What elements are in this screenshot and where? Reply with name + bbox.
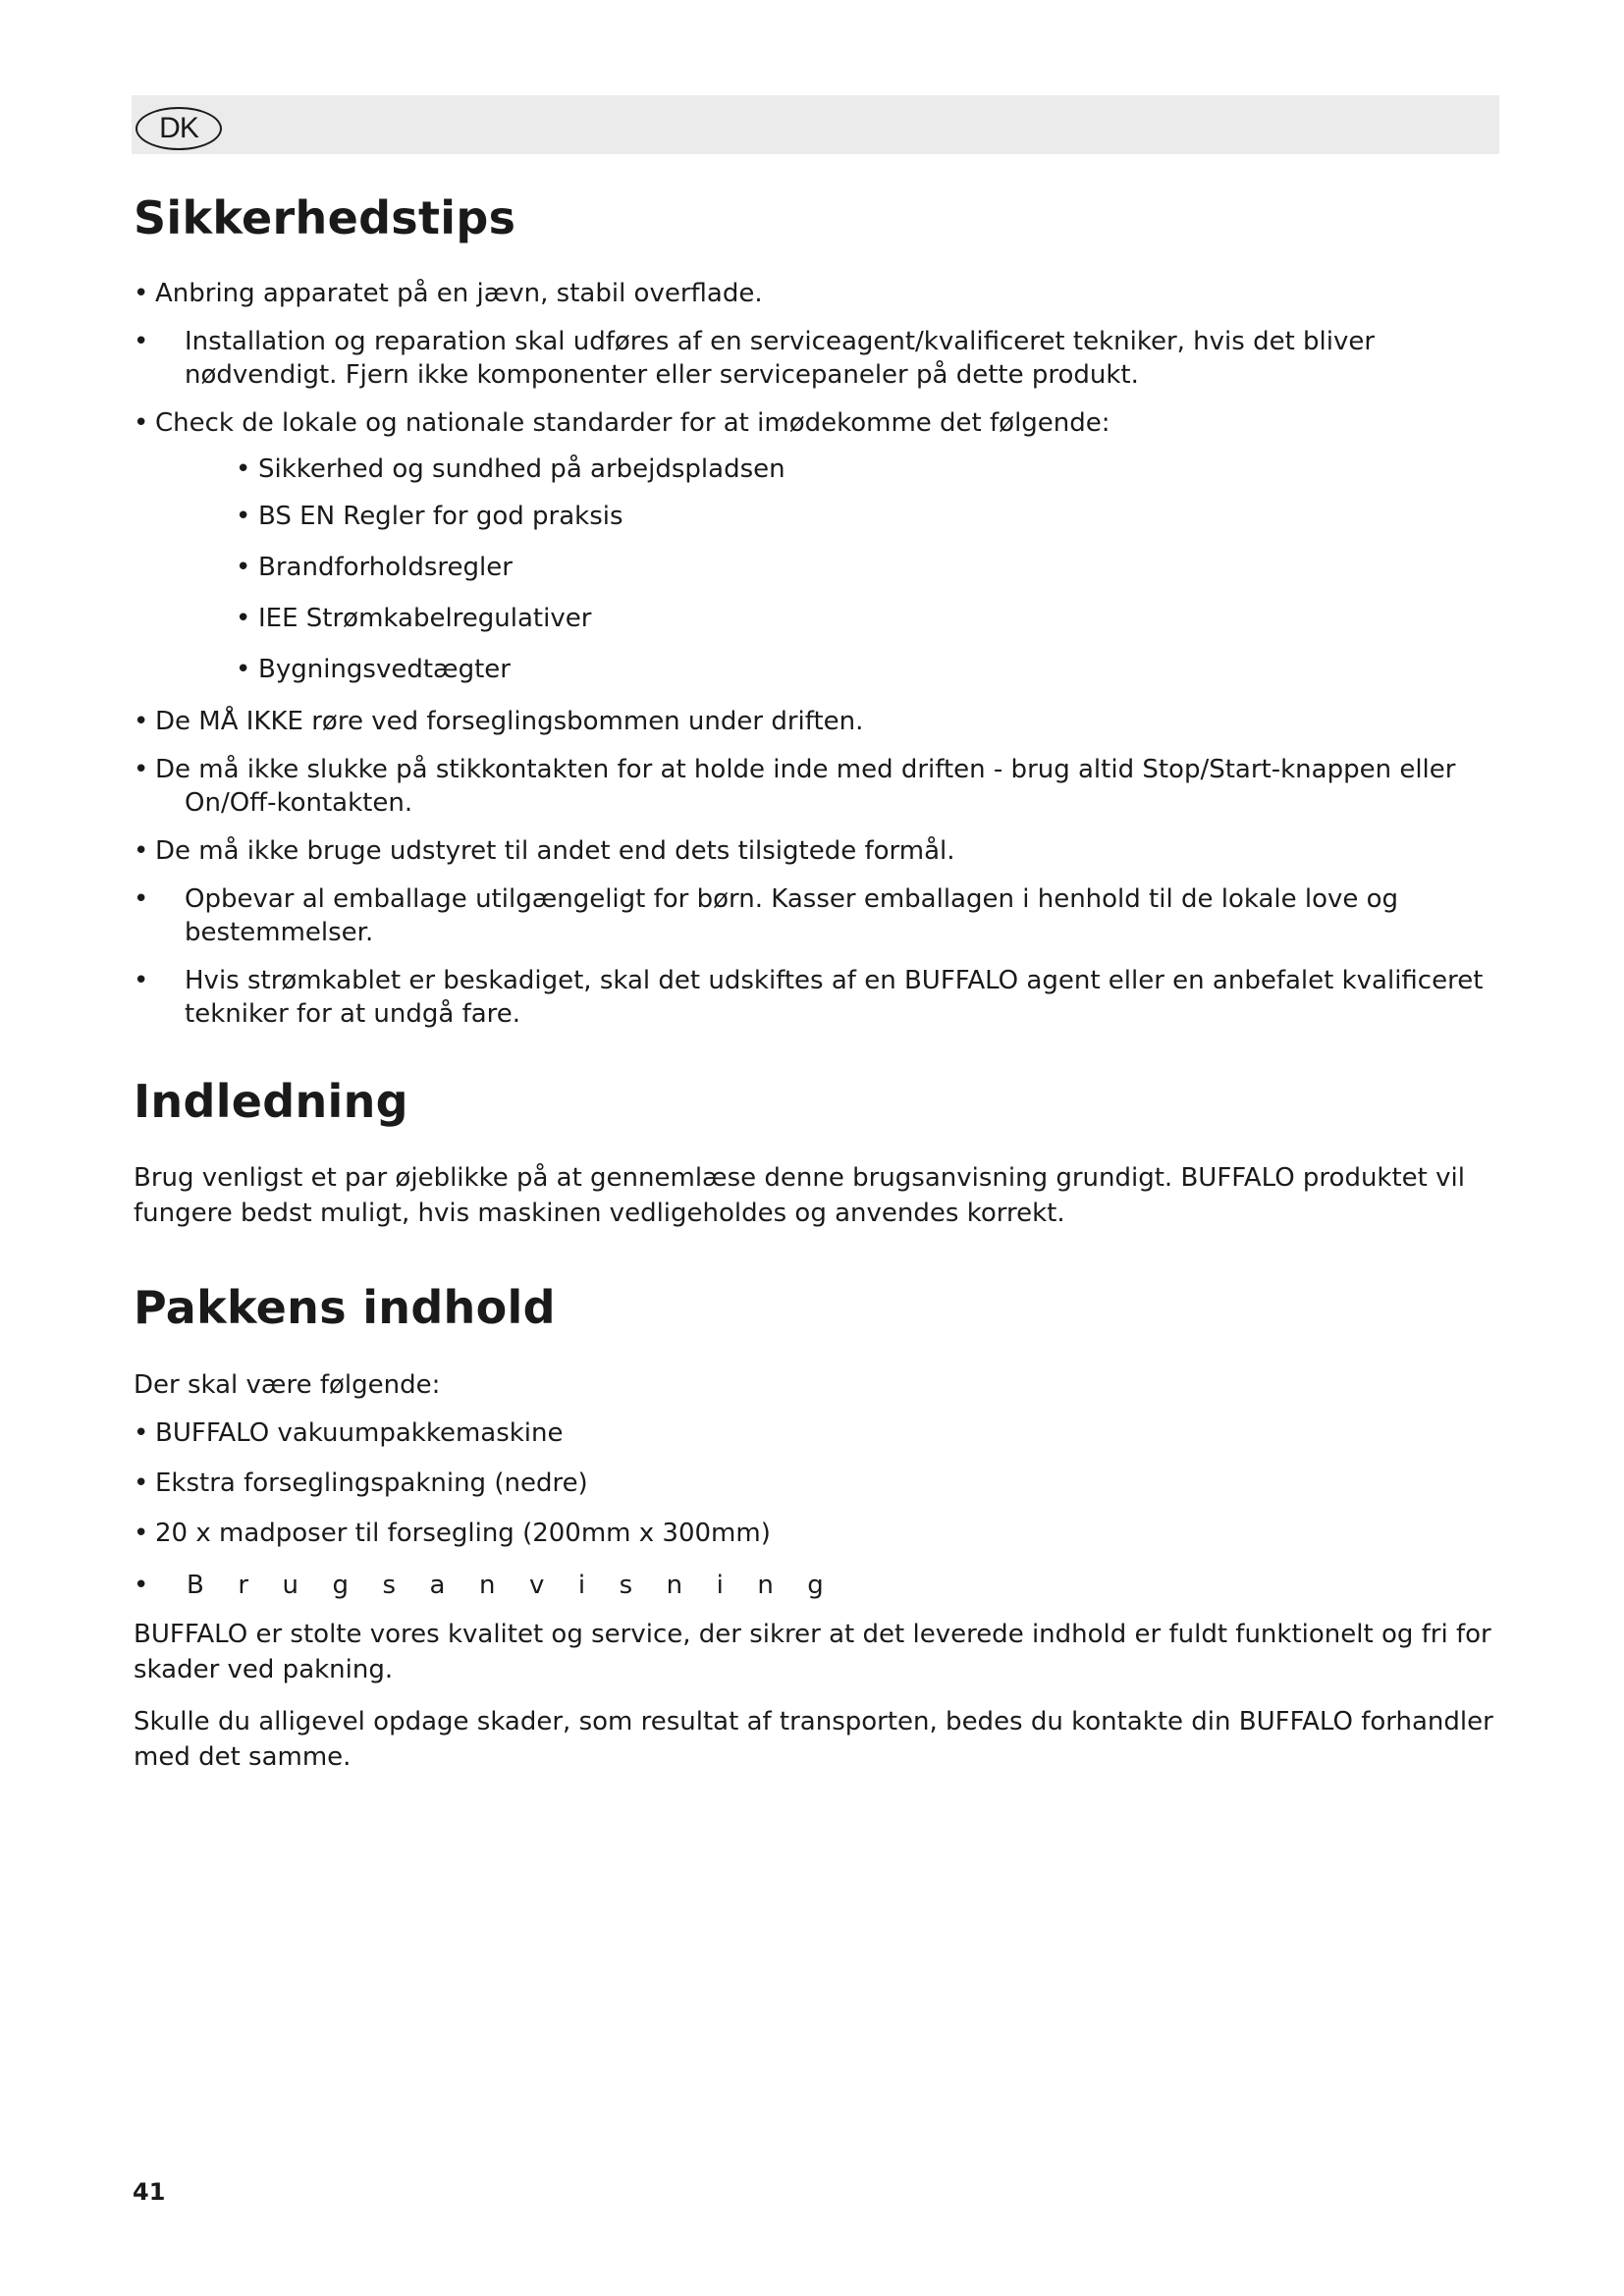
safety-sub-item: Brandforholdsregler [258,553,513,582]
safety-item-7-line-1: Opbevar al emballage utilgængeligt for børn. Kasser emballagen i henhold til de lokale love og [185,884,1399,914]
bullet: • [134,1519,149,1548]
safety-item-6: De må ikke bruge udstyret til andet end dets tilsigtede formål. [155,836,955,866]
bullet: • [134,1468,149,1498]
section-title-safety: Sikkerhedstips [134,191,516,244]
bullet: • [134,836,149,866]
contents-paragraph-1-line-2: skader ved pakning. [134,1655,394,1684]
section-title-intro: Indledning [134,1075,408,1128]
safety-item-7-line-2: bestemmelser. [185,918,374,947]
contents-item: Ekstra forseglingspakning (nedre) [155,1468,588,1498]
bullet: • [134,884,149,914]
safety-item-5-line-2: On/Off-kontakten. [185,788,413,818]
contents-paragraph-1-line-1: BUFFALO er stolte vores kvalitet og service, der sikrer at det leverede indhold er fuldt funktionelt og fri for [134,1620,1491,1649]
contents-paragraph-2-line-2: med det samme. [134,1742,352,1772]
safety-sub-item: BS EN Regler for god praksis [258,502,623,531]
language-bar [132,95,1499,154]
bullet: • [134,1571,149,1600]
bullet: • [134,707,149,736]
safety-sub-item: Bygningsvedtægter [258,655,511,684]
bullet: • [134,755,149,784]
bullet: • [236,454,251,484]
page-number: 41 [133,2178,166,2206]
safety-sub-item: Sikkerhed og sundhed på arbejdspladsen [258,454,785,484]
bullet: • [134,1418,149,1448]
safety-item-1: Anbring apparatet på en jævn, stabil overflade. [155,279,763,308]
safety-item-8-line-1: Hvis strømkablet er beskadiget, skal det udskiftes af en BUFFALO agent eller en anbefalet kvalificeret [185,966,1484,995]
contents-item: Brugsanvisning [187,1571,858,1600]
safety-item-5-line-1: De må ikke slukke på stikkontakten for at holde inde med driften - brug altid Stop/Start-knappen eller [155,755,1456,784]
contents-item: 20 x madposer til forsegling (200mm x 300mm) [155,1519,771,1548]
bullet: • [134,279,149,308]
bullet: • [236,502,251,531]
section-title-contents: Pakkens indhold [134,1281,556,1334]
safety-sub-item: IEE Strømkabelregulativer [258,604,592,633]
language-badge: DK [135,107,222,150]
contents-item: BUFFALO vakuumpakkemaskine [155,1418,564,1448]
safety-item-4: De MÅ IKKE røre ved forseglingsbommen under driften. [155,707,864,736]
safety-item-2-line-2: nødvendigt. Fjern ikke komponenter eller servicepaneler på dette produkt. [185,360,1139,390]
bullet: • [236,553,251,582]
contents-lead: Der skal være følgende: [134,1370,441,1400]
bullet: • [134,408,149,438]
bullet: • [236,604,251,633]
contents-paragraph-2-line-1: Skulle du alligevel opdage skader, som resultat af transporten, bedes du kontakte din BUFFALO forhandler [134,1707,1493,1736]
bullet: • [134,966,149,995]
safety-item-2-line-1: Installation og reparation skal udføres af en serviceagent/kvalificeret tekniker, hvis det bliver [185,327,1376,356]
safety-item-8-line-2: tekniker for at undgå fare. [185,999,521,1029]
bullet: • [236,655,251,684]
bullet: • [134,327,149,356]
intro-line-1: Brug venligst et par øjeblikke på at gennemlæse denne brugsanvisning grundigt. BUFFALO produktet vil [134,1163,1465,1193]
safety-item-3: Check de lokale og nationale standarder for at imødekomme det følgende: [155,408,1110,438]
intro-line-2: fungere bedst muligt, hvis maskinen vedligeholdes og anvendes korrekt. [134,1199,1065,1228]
